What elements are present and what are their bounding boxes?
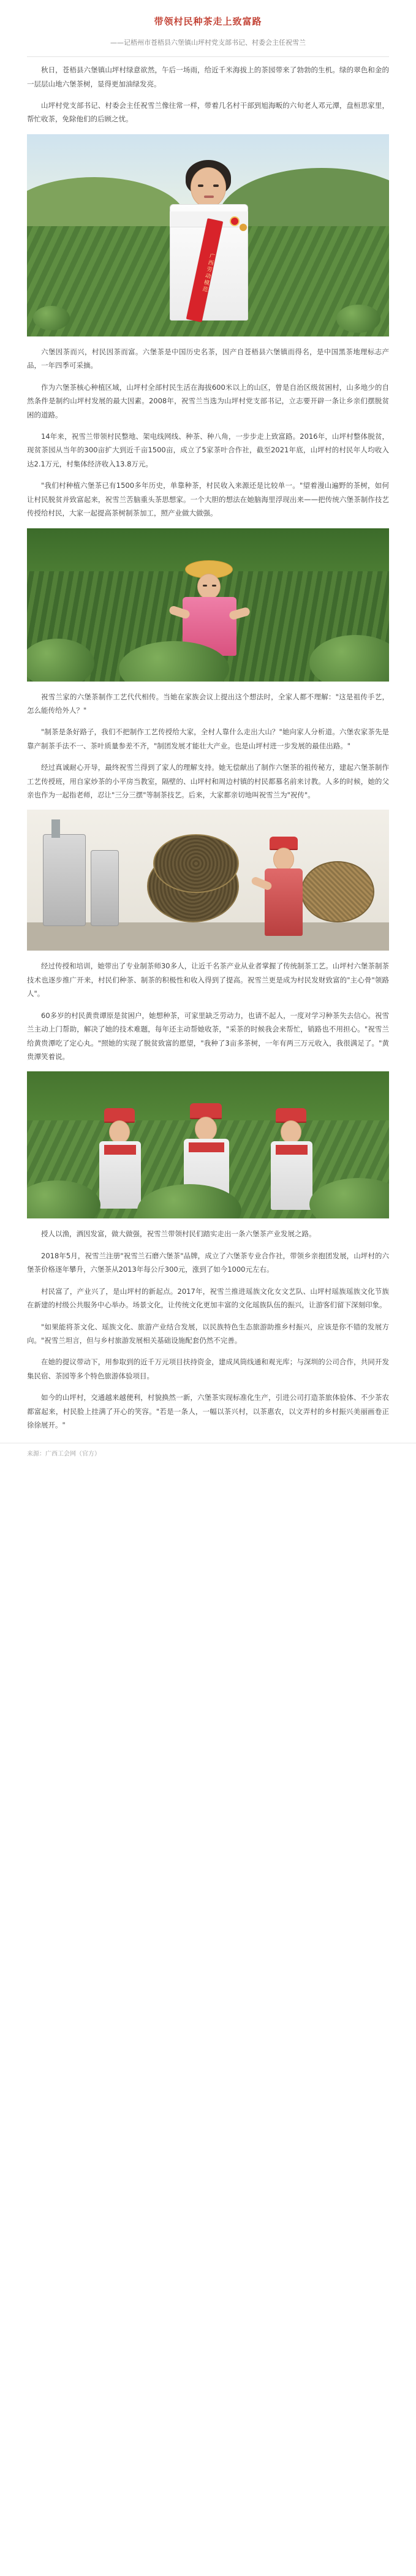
paragraph: 2018年5月，祝雪兰注册"祝雪兰石磨六堡茶"品牌，成立了六堡茶专业合作社，带领乡亲抱团发展，山坪村的六堡茶价格逐年攀升，六堡茶从2013年每公斤300元，涨到了如今1000元左右。 [27, 1251, 389, 1274]
source-label: 来源：广西工会网（官方） [27, 1451, 100, 1458]
paragraph: 山坪村党支部书记、村委会主任祝雪兰像往常一样，带着几名村干部到旭海畈的六旬老人邓元潭，盘桓思家里，帮忙收茶，免除他们的后顾之忧。 [27, 101, 389, 124]
paragraph: 如今的山坪村，交通越来越便利，村貌换然一新，六堡茶实现标准化生产，引进公司打造茶旅体验体、不少茶农都富起来，村民脸上挂满了开心的笑容。"若是一条人，一幅以茶兴村，以茶惠农，以文弄村的乡村振兴美丽画卷正徐徐展开。" [27, 1393, 389, 1430]
photo-tea-picking [27, 528, 389, 682]
portrait-sash-photo [27, 134, 389, 336]
paragraph: 授人以渔，酒因发富，做大做强，祝雪兰带领村民们踏实走出一条六堡茶产业发展之路。 [41, 1229, 316, 1239]
paragraph: 秋日，苍梧县六堡镇山坪村绿意欲然，午后一场雨，给近千米海拔上的茶园带来了勃勃的生机。绿的翠色和金的一层层山地六堡茶树，显得更加油绿发亮。 [27, 66, 389, 88]
photo-processing [27, 810, 389, 951]
paragraph: 在她的提议带动下，用参取到的近千万元项目扶持资金，建成风筒线通和观光库；与深圳的公司合作，共同开发集民宿、茶园等多个特色旅游体验项目。 [27, 1358, 389, 1380]
page-title: 带领村民种茶走上致富路 [154, 16, 262, 28]
paragraph: 六堡因茶而兴，村民因茶而富。六堡茶是中国历史名茶，因产自苍梧县六堡镇而得名，是中国黑茶地理标志产品，一年四季可采摘。 [27, 347, 389, 370]
paragraph: 经过传授和培训，她带出了专业制茶师30多人，让近千名茶产业从业者掌握了传统制茶工艺。山坪村六堡茶制茶技术也逐步推广开来，村民们种茶、制茶的积极性和收入得到了提高。祝雪兰更是成为村民发财致富的"主心骨"领路人"。 [27, 962, 389, 998]
paragraph: 村民富了，产业兴了，是山坪村的新起点。2017年，祝雪兰推进瑶族文化女文艺队、山坪村瑶族瑶族文化节族在新建的村级公共服务中心举办。场景文化，让传统文化更加丰富的文化瑶族队伍的振兴，让游客们留下深刻印象。 [27, 1286, 389, 1310]
photo-portrait [27, 134, 389, 336]
paragraph: "制茶是条好路子，我们不把制作工艺传授给大家，全村人靠什么走出大山？"她向家人分析道。六堡农家茶先是靠产制茶手法不一、茶叶质量参差不齐，"制团发展才能壮大产业。也是山坪村进一步发展的最佳出路。" [27, 728, 389, 750]
paragraph: 作为六堡茶核心种植区域，山坪村全部村民生活在海拔600米以上的山区，曾是自治区级贫困村，山多地少的自然条件是制约山坪村发展的最大因素。2008年，祝雪兰当选为山坪村党支部书记，立志要开辟一条让乡亲们摆脱贫困的道路。 [27, 382, 389, 419]
tea-picking-photo [27, 528, 389, 682]
paragraph: 经过真诚耐心开导，最终祝雪兰得到了家人的理解支持。她无偿献出了制作六堡茶的祖传秘方，建起六堡茶制作工艺传授班，用自家炒茶的小平房当教室，隔壁的、山坪村和周边村镇的村民都慕名前来讨教。人多的时候，她的父亲也作为一起指老师，忍让"三分三摆"等制茶技艺。后来，大家都亲切地叫祝雪兰为"祝传"。 [27, 763, 389, 800]
sash-text: 广西劳动模范 [186, 218, 222, 322]
article-footer [0, 1443, 416, 1467]
article-page [0, 6, 416, 1467]
title-divider [27, 56, 389, 57]
paragraph: "如果能将茶文化、瑶族文化、旅游产业结合发展，以民族特色生态旅游助推乡村振兴，应该是你不错的发展方向。"祝雪兰坦言，但与乡村旅游发展相关基础设施配套仍然不完善。 [27, 1322, 389, 1345]
page-subtitle: ——记梧州市苍梧县六堡镇山坪村党支部书记、村委会主任祝雪兰 [110, 38, 306, 47]
tea-processing-photo [27, 810, 389, 951]
paragraph: 14年来，祝雪兰带领村民整地、架电线网线、种茶、种八角，一步步走上致富路。2016年，山坪村整体脱贫，现贫茶园从当年的300亩扩大到近千亩1500亩，成立了5家茶叶合作社，截至2021年底，山坪村的村民年人均收入达2.1万元，村集体经济收入13.8万元。 [27, 431, 389, 468]
photo-group [27, 1071, 389, 1218]
yao-women-tea-photo [27, 1071, 389, 1218]
paragraph: 祝雪兰家的六堡茶制作工艺代代相传。当她在家族会议上提出这个想法时，全家人都不理解："这是祖传手艺，怎么能传给外人？" [27, 692, 389, 715]
paragraph: 60多岁的村民黄贵谭原是贫困户，她想种茶，可家里缺乏劳动力，也请不起人，一度对学习种茶失去信心。祝雪兰主动上门帮助，解决了她的技术难题，每年还主动帮她收茶，"采茶的时候我会来帮忙，销路也不用担心。"祝雪兰给黄贵潭吃了定心丸。"照她的实现了脱贫致富的愿望，"我种了3亩多茶树，一年有两三万元收入，我很满足了。"黄贵潭笑着说。 [27, 1011, 389, 1061]
paragraph: "我们村种植六堡茶已有1500多年历史，单靠种茶，村民收入来源还是比较单一。"望着漫山遍野的茶树，如何让村民脱贫并致富起来，祝雪兰苦脑重头茶思想家。一个大胆的想法在她脑海里浮现出来——把传统六堡茶制作技艺传授给村民，大家一起提高茶树制茶加工，照产业做大做强。 [27, 481, 389, 518]
